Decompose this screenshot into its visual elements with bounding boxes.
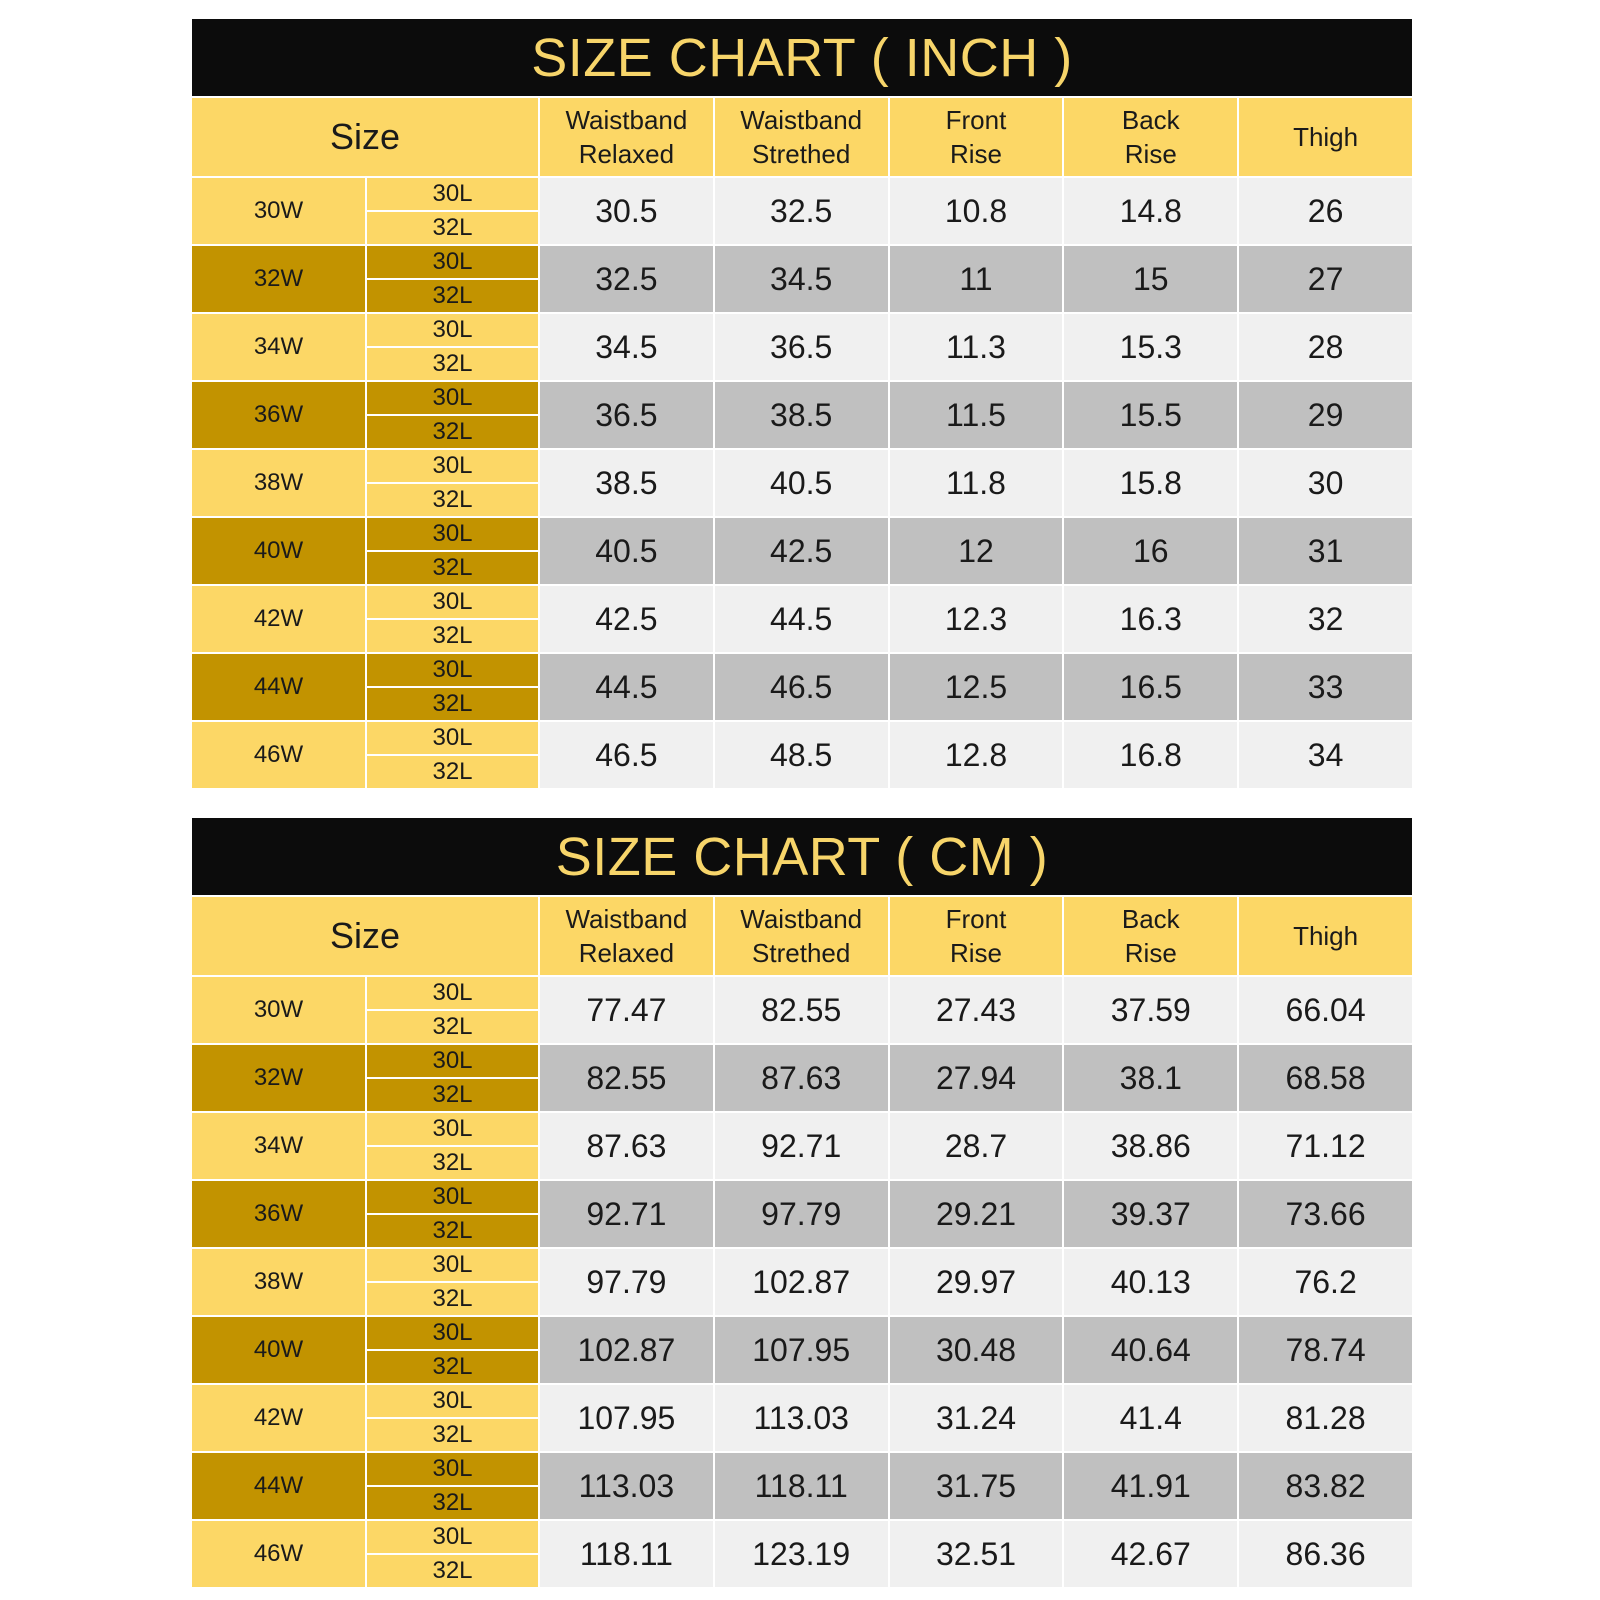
length-size: 32L	[367, 618, 538, 652]
measurement-cell: 11.5	[888, 380, 1063, 448]
length-size: 32L	[367, 414, 538, 448]
measurement-cell: 15.3	[1062, 312, 1237, 380]
column-header: Size	[192, 895, 538, 975]
measurement-cell: 16.5	[1062, 652, 1237, 720]
waist-size: 42W	[192, 1383, 365, 1451]
length-sizes	[365, 244, 538, 312]
column-header: Front Rise	[888, 96, 1063, 176]
measurement-cell: 38.86	[1062, 1111, 1237, 1179]
measurement-cell: 12.3	[888, 584, 1063, 652]
waist-size: 44W	[192, 1451, 365, 1519]
column-header: Back Rise	[1062, 895, 1237, 975]
waist-size: 32W	[192, 1043, 365, 1111]
measurement-cell: 118.11	[538, 1519, 713, 1587]
length-size: 30L	[367, 178, 538, 210]
column-header: Waistband Strethed	[713, 96, 888, 176]
measurement-cell: 14.8	[1062, 176, 1237, 244]
measurement-cell: 31.75	[888, 1451, 1063, 1519]
size-chart-inch	[192, 19, 1412, 788]
measurement-cell: 30.48	[888, 1315, 1063, 1383]
measurement-cell: 34.5	[713, 244, 888, 312]
measurement-cell: 27	[1237, 244, 1412, 312]
measurement-cell: 15.5	[1062, 380, 1237, 448]
waist-size: 40W	[192, 516, 365, 584]
measurement-cell: 38.5	[538, 448, 713, 516]
waist-size: 38W	[192, 448, 365, 516]
measurement-cell: 42.67	[1062, 1519, 1237, 1587]
waist-size: 46W	[192, 720, 365, 788]
length-sizes	[365, 1043, 538, 1111]
chart-title: SIZE CHART ( CM )	[192, 818, 1412, 895]
measurement-cell: 40.5	[538, 516, 713, 584]
length-size: 32L	[367, 1077, 538, 1111]
waist-size: 42W	[192, 584, 365, 652]
length-sizes	[365, 1315, 538, 1383]
chart-title: SIZE CHART ( INCH )	[192, 19, 1412, 96]
measurement-cell: 97.79	[713, 1179, 888, 1247]
measurement-cell: 113.03	[538, 1451, 713, 1519]
measurement-cell: 82.55	[713, 975, 888, 1043]
length-size: 30L	[367, 1113, 538, 1145]
length-size: 32L	[367, 482, 538, 516]
measurement-cell: 87.63	[538, 1111, 713, 1179]
measurement-cell: 15	[1062, 244, 1237, 312]
measurement-cell: 42.5	[713, 516, 888, 584]
measurement-cell: 113.03	[713, 1383, 888, 1451]
measurement-cell: 77.47	[538, 975, 713, 1043]
length-size: 30L	[367, 977, 538, 1009]
waist-size: 44W	[192, 652, 365, 720]
measurement-cell: 107.95	[538, 1383, 713, 1451]
column-header: Front Rise	[888, 895, 1063, 975]
measurement-cell: 83.82	[1237, 1451, 1412, 1519]
measurement-cell: 28	[1237, 312, 1412, 380]
size-chart-cm	[192, 818, 1412, 1587]
measurement-cell: 31	[1237, 516, 1412, 584]
length-size: 30L	[367, 518, 538, 550]
measurement-cell: 10.8	[888, 176, 1063, 244]
column-header: Size	[192, 96, 538, 176]
measurement-cell: 11.3	[888, 312, 1063, 380]
measurement-cell: 11.8	[888, 448, 1063, 516]
measurement-cell: 30.5	[538, 176, 713, 244]
measurement-cell: 78.74	[1237, 1315, 1412, 1383]
measurement-cell: 71.12	[1237, 1111, 1412, 1179]
length-size: 30L	[367, 1453, 538, 1485]
measurement-cell: 42.5	[538, 584, 713, 652]
length-size: 30L	[367, 450, 538, 482]
length-size: 32L	[367, 1213, 538, 1247]
measurement-cell: 48.5	[713, 720, 888, 788]
length-size: 30L	[367, 1385, 538, 1417]
measurement-cell: 82.55	[538, 1043, 713, 1111]
measurement-cell: 34	[1237, 720, 1412, 788]
measurement-cell: 97.79	[538, 1247, 713, 1315]
measurement-cell: 16.8	[1062, 720, 1237, 788]
measurement-cell: 107.95	[713, 1315, 888, 1383]
length-size: 32L	[367, 346, 538, 380]
measurement-cell: 15.8	[1062, 448, 1237, 516]
length-size: 32L	[367, 278, 538, 312]
measurement-cell: 87.63	[713, 1043, 888, 1111]
length-sizes	[365, 584, 538, 652]
measurement-cell: 28.7	[888, 1111, 1063, 1179]
waist-size: 36W	[192, 1179, 365, 1247]
measurement-cell: 29.97	[888, 1247, 1063, 1315]
measurement-cell: 38.1	[1062, 1043, 1237, 1111]
measurement-cell: 33	[1237, 652, 1412, 720]
waist-size: 34W	[192, 312, 365, 380]
column-header: Waistband Relaxed	[538, 96, 713, 176]
waist-size: 30W	[192, 975, 365, 1043]
measurement-cell: 16.3	[1062, 584, 1237, 652]
waist-size: 40W	[192, 1315, 365, 1383]
waist-size: 36W	[192, 380, 365, 448]
measurement-cell: 29	[1237, 380, 1412, 448]
length-sizes	[365, 448, 538, 516]
length-sizes	[365, 1451, 538, 1519]
length-size: 32L	[367, 1349, 538, 1383]
measurement-cell: 30	[1237, 448, 1412, 516]
measurement-cell: 68.58	[1237, 1043, 1412, 1111]
measurement-cell: 32.51	[888, 1519, 1063, 1587]
length-sizes	[365, 516, 538, 584]
measurement-cell: 32.5	[538, 244, 713, 312]
length-size: 32L	[367, 550, 538, 584]
length-size: 32L	[367, 1417, 538, 1451]
measurement-cell: 11	[888, 244, 1063, 312]
measurement-cell: 16	[1062, 516, 1237, 584]
column-header: Back Rise	[1062, 96, 1237, 176]
length-size: 30L	[367, 314, 538, 346]
waist-size: 30W	[192, 176, 365, 244]
measurement-cell: 27.94	[888, 1043, 1063, 1111]
length-sizes	[365, 1179, 538, 1247]
length-sizes	[365, 176, 538, 244]
measurement-cell: 27.43	[888, 975, 1063, 1043]
measurement-cell: 46.5	[538, 720, 713, 788]
measurement-cell: 102.87	[538, 1315, 713, 1383]
length-sizes	[365, 380, 538, 448]
measurement-cell: 86.36	[1237, 1519, 1412, 1587]
measurement-cell: 40.13	[1062, 1247, 1237, 1315]
measurement-cell: 41.4	[1062, 1383, 1237, 1451]
length-sizes	[365, 720, 538, 788]
measurement-cell: 36.5	[713, 312, 888, 380]
measurement-cell: 36.5	[538, 380, 713, 448]
length-size: 30L	[367, 1521, 538, 1553]
waist-size: 38W	[192, 1247, 365, 1315]
measurement-cell: 26	[1237, 176, 1412, 244]
measurement-cell: 12.8	[888, 720, 1063, 788]
measurement-cell: 34.5	[538, 312, 713, 380]
length-size: 30L	[367, 722, 538, 754]
length-size: 32L	[367, 1281, 538, 1315]
measurement-cell: 40.64	[1062, 1315, 1237, 1383]
measurement-cell: 102.87	[713, 1247, 888, 1315]
header-row	[192, 96, 1412, 176]
measurement-cell: 39.37	[1062, 1179, 1237, 1247]
length-size: 32L	[367, 754, 538, 788]
measurement-cell: 31.24	[888, 1383, 1063, 1451]
length-sizes	[365, 1519, 538, 1587]
column-header: Waistband Relaxed	[538, 895, 713, 975]
measurement-cell: 12	[888, 516, 1063, 584]
measurement-cell: 32	[1237, 584, 1412, 652]
measurement-cell: 32.5	[713, 176, 888, 244]
length-size: 30L	[367, 1317, 538, 1349]
measurement-cell: 92.71	[538, 1179, 713, 1247]
table-body	[192, 176, 1412, 788]
waist-size: 34W	[192, 1111, 365, 1179]
length-sizes	[365, 975, 538, 1043]
measurement-cell: 44.5	[538, 652, 713, 720]
length-sizes	[365, 1383, 538, 1451]
measurement-cell: 81.28	[1237, 1383, 1412, 1451]
length-size: 32L	[367, 686, 538, 720]
measurement-cell: 40.5	[713, 448, 888, 516]
waist-size: 46W	[192, 1519, 365, 1587]
length-sizes	[365, 312, 538, 380]
length-size: 30L	[367, 1045, 538, 1077]
length-size: 32L	[367, 1485, 538, 1519]
length-size: 30L	[367, 246, 538, 278]
measurement-cell: 41.91	[1062, 1451, 1237, 1519]
length-size: 30L	[367, 1181, 538, 1213]
length-sizes	[365, 1247, 538, 1315]
measurement-cell: 44.5	[713, 584, 888, 652]
column-header: Thigh	[1237, 895, 1412, 975]
length-size: 30L	[367, 654, 538, 686]
measurement-cell: 123.19	[713, 1519, 888, 1587]
length-sizes	[365, 1111, 538, 1179]
length-sizes	[365, 652, 538, 720]
length-size: 32L	[367, 1009, 538, 1043]
length-size: 32L	[367, 210, 538, 244]
measurement-cell: 118.11	[713, 1451, 888, 1519]
measurement-cell: 66.04	[1237, 975, 1412, 1043]
table-body	[192, 975, 1412, 1587]
length-size: 32L	[367, 1553, 538, 1587]
measurement-cell: 37.59	[1062, 975, 1237, 1043]
measurement-cell: 38.5	[713, 380, 888, 448]
length-size: 30L	[367, 1249, 538, 1281]
measurement-cell: 73.66	[1237, 1179, 1412, 1247]
length-size: 30L	[367, 382, 538, 414]
waist-size: 32W	[192, 244, 365, 312]
measurement-cell: 12.5	[888, 652, 1063, 720]
header-row	[192, 895, 1412, 975]
column-header: Thigh	[1237, 96, 1412, 176]
measurement-cell: 29.21	[888, 1179, 1063, 1247]
column-header: Waistband Strethed	[713, 895, 888, 975]
measurement-cell: 76.2	[1237, 1247, 1412, 1315]
measurement-cell: 92.71	[713, 1111, 888, 1179]
length-size: 30L	[367, 586, 538, 618]
measurement-cell: 46.5	[713, 652, 888, 720]
length-size: 32L	[367, 1145, 538, 1179]
